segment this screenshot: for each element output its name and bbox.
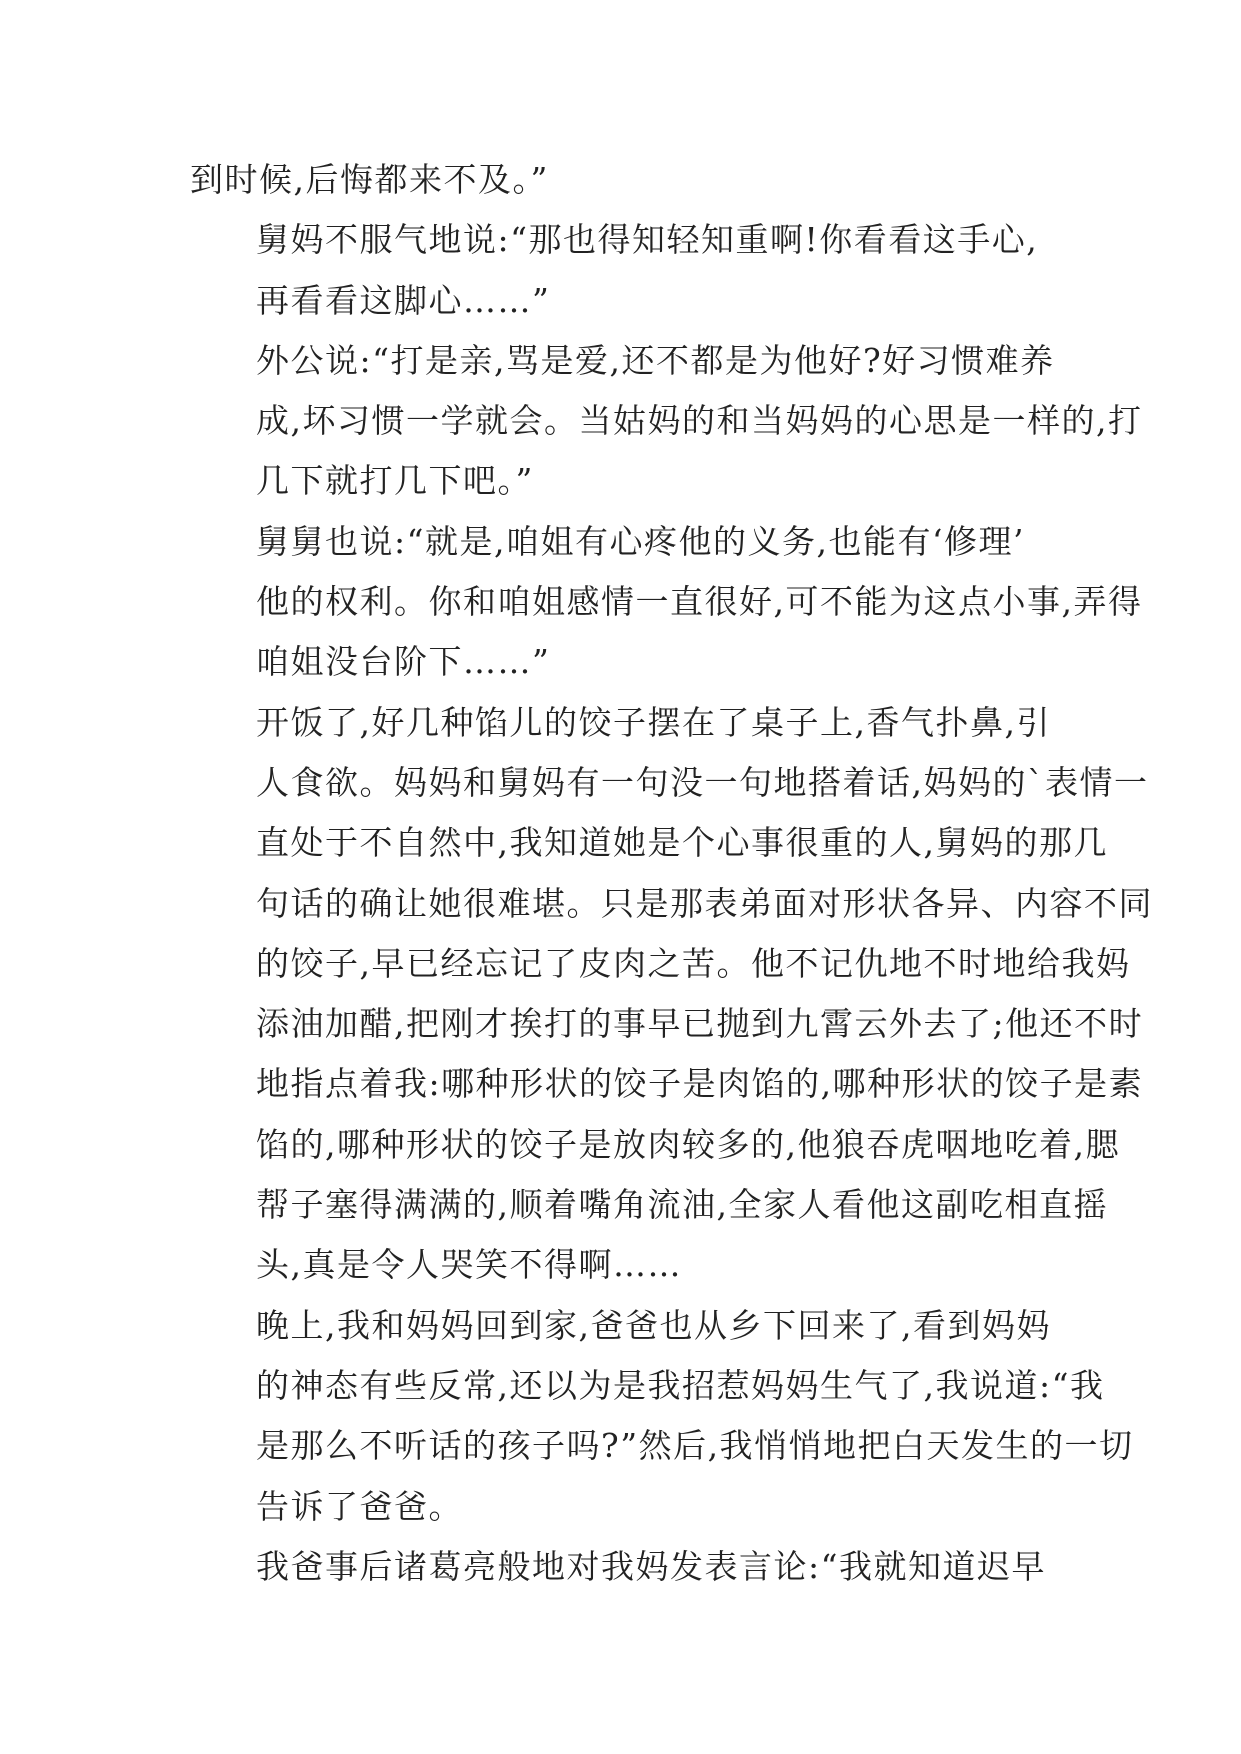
text-line: 人食欲。妈妈和舅妈有一句没一句地搭着话,妈妈的`表情一 <box>256 762 1149 802</box>
text-line: 成,坏习惯一学就会。当姑妈的和当妈妈的心思是一样的,打 <box>256 401 1143 441</box>
text-line: 是那么不听话的孩子吗?”然后,我悄悄地把白天发生的一切 <box>256 1426 1134 1466</box>
text-line: 晚上,我和妈妈回到家,爸爸也从乡下回来了,看到妈妈 <box>256 1305 1051 1345</box>
text-line: 咱姐没台阶下……” <box>256 642 551 682</box>
text-line: 外公说:“打是亲,骂是爱,还不都是为他好?好习惯难养 <box>256 340 1055 380</box>
paragraph-4 <box>190 512 1143 693</box>
text-line: 馅的,哪种形状的饺子是放肉较多的,他狼吞虎咽地吃着,腮 <box>256 1124 1120 1164</box>
text-line: 舅妈不服气地说:“那也得知轻知重啊!你看看这手心, <box>256 220 1039 260</box>
text-line: 告诉了爸爸。 <box>256 1486 463 1526</box>
text-line: 地指点着我:哪种形状的饺子是肉馅的,哪种形状的饺子是素 <box>256 1064 1144 1104</box>
text-line: 他的权利。你和咱姐感情一直很好,可不能为这点小事,弄得 <box>256 582 1143 622</box>
text-line: 几下就打几下吧。” <box>256 461 534 501</box>
paragraph-7 <box>190 1537 1054 1597</box>
text-line: 帮子塞得满满的,顺着嘴角流油,全家人看他这副吃相直摇 <box>256 1185 1108 1225</box>
text-line: 头,真是令人哭笑不得啊…… <box>256 1245 682 1285</box>
body-text <box>190 150 1153 1597</box>
text-line: 舅舅也说:“就是,咱姐有心疼他的义务,也能有‘修理’ <box>256 521 1025 561</box>
text-line: 到时候,后悔都来不及。” <box>190 160 549 199</box>
text-line: 句话的确让她很难堪。只是那表弟面对形状各异、内容不同 <box>256 883 1153 923</box>
paragraph-2 <box>190 210 1054 331</box>
text-line: 的神态有些反常,还以为是我招惹妈妈生气了,我说道:“我 <box>256 1365 1105 1405</box>
text-line: 添油加醋,把刚才挨打的事早已抛到九霄云外去了;他还不时 <box>256 1004 1144 1044</box>
text-line: 我爸事后诸葛亮般地对我妈发表言论:“我就知道迟早 <box>256 1546 1046 1586</box>
paragraph-6 <box>190 1296 1134 1537</box>
text-line: 开饭了,好几种馅儿的饺子摆在了桌子上,香气扑鼻,引 <box>256 702 1051 742</box>
paragraph-3 <box>190 331 1143 512</box>
text-line: 再看看这脚心……” <box>256 280 551 320</box>
paragraph-5 <box>190 693 1153 1296</box>
paragraph-1 <box>190 150 1054 210</box>
text-line: 直处于不自然中,我知道她是个心事很重的人,舅妈的那几 <box>256 823 1108 863</box>
text-line: 的饺子,早已经忘记了皮肉之苦。他不记仇地不时地给我妈 <box>256 943 1131 983</box>
